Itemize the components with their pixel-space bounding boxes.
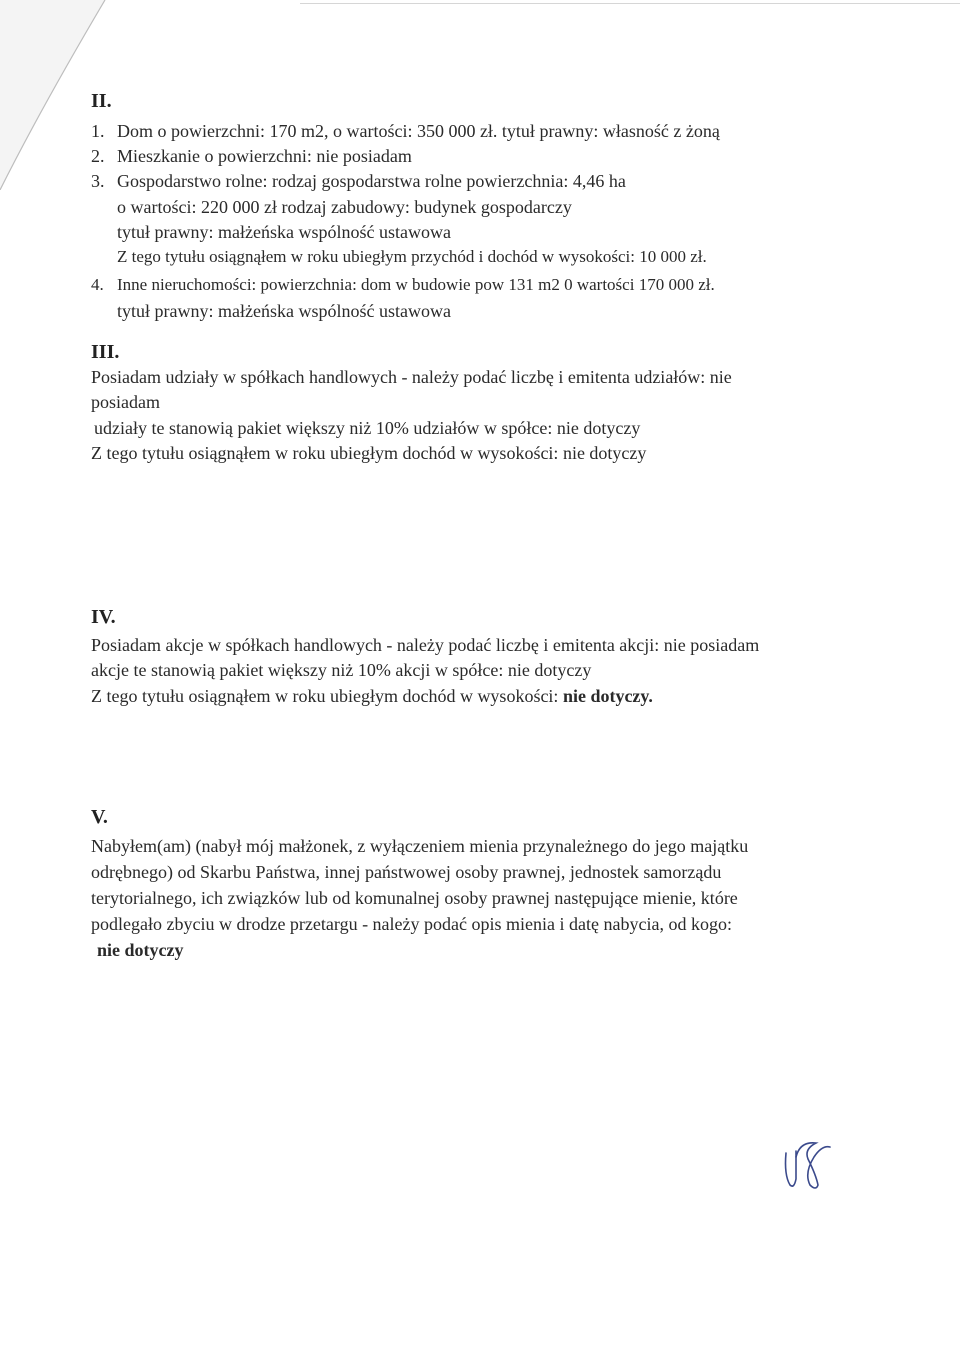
section-3-line-3: udziały te stanowią pakiet większy niż 10% udziałów w spółce: nie dotyczy xyxy=(94,418,641,438)
handwritten-initials xyxy=(780,1135,840,1195)
section-3-heading: III. xyxy=(91,341,120,363)
item-text: Mieszkanie o powierzchni: nie posiadam xyxy=(117,146,412,166)
section-4-line-1: Posiadam akcje w spółkach handlowych - należy podać liczbę i emitenta akcji: nie posiadam xyxy=(91,635,760,655)
section-3-line-1: Posiadam udziały w spółkach handlowych - należy podać liczbę i emitenta udziałów: nie xyxy=(91,367,732,387)
item-text: Dom o powierzchni: 170 m2, o wartości: 350 000 zł. tytuł prawny: własność z żoną xyxy=(117,121,720,141)
section-5-line-4: podlegało zbyciu w drodze przetargu - należy podać opis mienia i datę nabycia, od kogo: xyxy=(91,914,732,934)
item-text: Gospodarstwo rolne: rodzaj gospodarstwa rolne powierzchnia: 4,46 ha xyxy=(117,171,626,191)
section-5-line-3: terytorialnego, ich związków lub od komunalnej osoby prawnej następujące mienie, które xyxy=(91,888,738,908)
section-4-line-3-text: Z tego tytułu osiągnąłem w roku ubiegłym dochód w wysokości: xyxy=(91,686,563,706)
section-5-line-1: Nabyłem(am) (nabył mój małżonek, z wyłączeniem mienia przynależnego do jego majątku xyxy=(91,836,749,856)
section-3-line-2: posiadam xyxy=(91,392,160,412)
section-4-line-2: akcje te stanowią pakiet większy niż 10% akcji w spółce: nie dotyczy xyxy=(91,660,592,680)
section-4-line-3 xyxy=(91,685,653,707)
section-5-line-2: odrębnego) od Skarbu Państwa, innej państwowej osoby prawnej, jednostek samorządu xyxy=(91,862,722,882)
section-2-item-1 xyxy=(91,120,720,142)
section-2-item-3-line-3: tytuł prawny: małżeńska wspólność ustawowa xyxy=(117,222,451,242)
section-2-item-3 xyxy=(91,170,626,192)
section-2-item-4-line-2: tytuł prawny: małżeńska wspólność ustawowa xyxy=(117,301,451,321)
section-4-answer: nie dotyczy. xyxy=(562,686,653,706)
item-number: 4. xyxy=(91,275,104,294)
section-5-answer-text: nie dotyczy xyxy=(97,940,184,960)
section-5-answer xyxy=(97,939,183,961)
section-2-item-4 xyxy=(91,274,715,296)
section-2-item-2 xyxy=(91,145,412,167)
item-number: 2. xyxy=(91,146,105,166)
item-number: 1. xyxy=(91,121,105,141)
section-3-line-4: Z tego tytułu osiągnąłem w roku ubiegłym dochód w wysokości: nie dotyczy xyxy=(91,443,647,463)
section-4-heading: IV. xyxy=(91,606,116,628)
item-text: Inne nieruchomości: powierzchnia: dom w budowie pow 131 m2 0 wartości 170 000 zł. xyxy=(117,275,715,294)
section-2-heading: II. xyxy=(91,90,112,112)
item-number: 3. xyxy=(91,171,105,191)
section-5-heading: V. xyxy=(91,806,108,828)
section-2-item-3-line-4: Z tego tytułu osiągnąłem w roku ubiegłym przychód i dochód w wysokości: 10 000 zł. xyxy=(117,247,707,266)
section-2-item-3-line-2: o wartości: 220 000 zł rodzaj zabudowy: budynek gospodarczy xyxy=(117,197,572,217)
